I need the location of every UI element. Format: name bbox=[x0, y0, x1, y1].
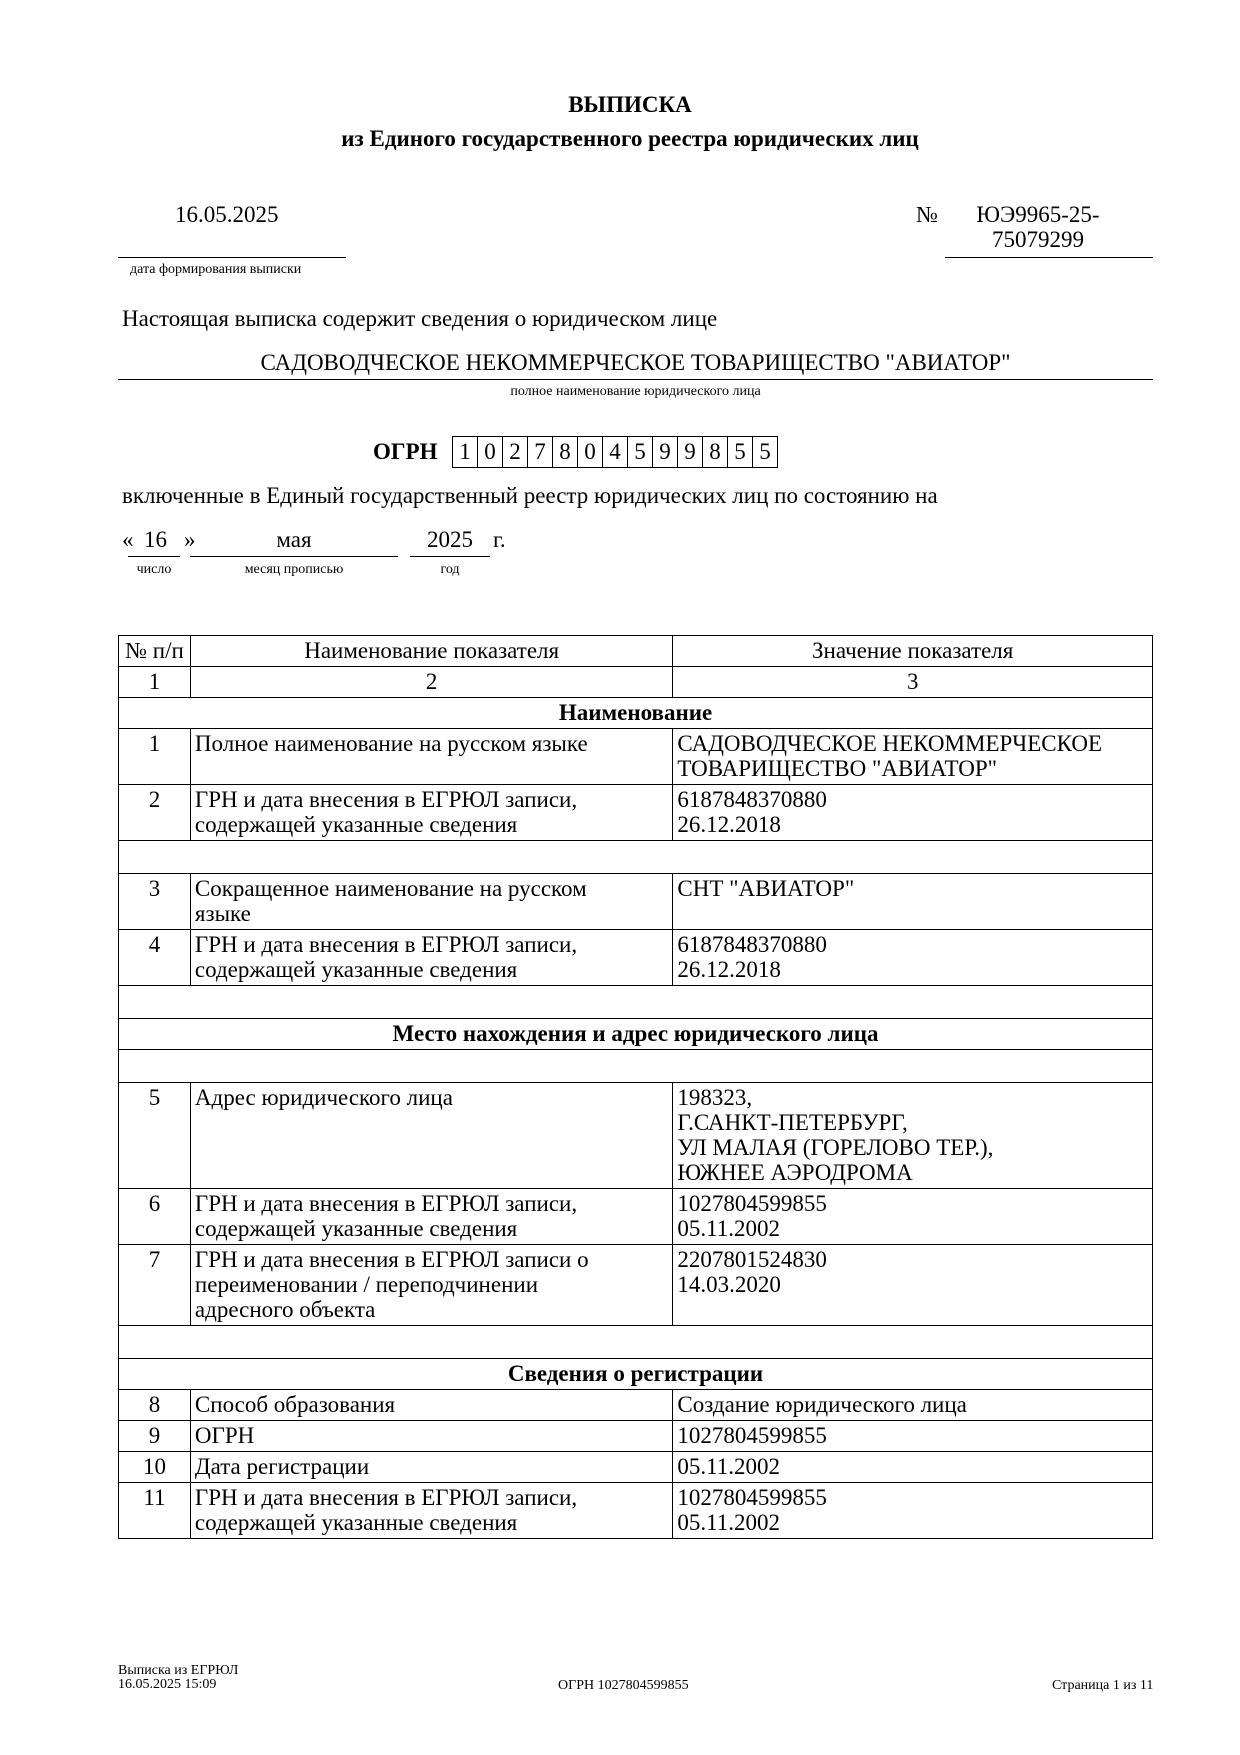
row-number: 9 bbox=[119, 1421, 191, 1452]
column-number: 2 bbox=[190, 667, 672, 698]
row-value: 6187848370880 26.12.2018 bbox=[673, 785, 1153, 841]
row-name: ОГРН bbox=[190, 1421, 672, 1452]
ogrn-digit-boxes bbox=[452, 436, 778, 468]
footer-page-number: Страница 1 из 11 bbox=[1052, 1678, 1154, 1693]
column-number: 3 bbox=[673, 667, 1153, 698]
table-row bbox=[119, 1483, 1153, 1539]
table-row bbox=[119, 1390, 1153, 1421]
ogrn-digit: 5 bbox=[727, 437, 752, 467]
spacer-cell bbox=[119, 986, 1153, 1019]
table-row bbox=[119, 874, 1153, 930]
section-title: Место нахождения и адрес юридического лица bbox=[119, 1019, 1153, 1050]
footer-timestamp: 16.05.2025 15:09 bbox=[118, 1677, 217, 1692]
row-name: ГРН и дата внесения в ЕГРЮЛ записи, содержащей указанные сведения bbox=[190, 930, 672, 986]
row-name: ГРН и дата внесения в ЕГРЮЛ записи, содержащей указанные сведения bbox=[190, 1483, 672, 1539]
ogrn-digit: 7 bbox=[527, 437, 552, 467]
date-caption: дата формирования выписки bbox=[130, 262, 302, 277]
section-title: Наименование bbox=[119, 698, 1153, 729]
included-text: включенные в Единый государственный реестр юридических лиц по состоянию на bbox=[122, 483, 938, 508]
header-cell: Значение показателя bbox=[673, 636, 1153, 667]
year-caption: год bbox=[440, 562, 460, 577]
row-value: 1027804599855 05.11.2002 bbox=[673, 1189, 1153, 1245]
entity-underline bbox=[118, 379, 1153, 380]
as-of-day: 16 bbox=[144, 527, 167, 552]
row-value: 6187848370880 26.12.2018 bbox=[673, 930, 1153, 986]
row-number: 5 bbox=[119, 1083, 191, 1189]
ogrn-digit: 5 bbox=[752, 437, 777, 467]
column-number: 1 bbox=[119, 667, 191, 698]
row-number: 11 bbox=[119, 1483, 191, 1539]
month-caption: месяц прописью bbox=[244, 562, 344, 577]
row-name: Дата регистрации bbox=[190, 1452, 672, 1483]
ogrn-digit: 8 bbox=[552, 437, 577, 467]
row-name: Сокращенное наименование на русском языке bbox=[190, 874, 672, 930]
row-name: ГРН и дата внесения в ЕГРЮЛ записи, содержащей указанные сведения bbox=[190, 1189, 672, 1245]
row-value: Создание юридического лица bbox=[673, 1390, 1153, 1421]
ogrn-digit: 0 bbox=[577, 437, 602, 467]
table-row bbox=[119, 1245, 1153, 1326]
ogrn-digit: 4 bbox=[602, 437, 627, 467]
intro-text: Настоящая выписка содержит сведения о юридическом лице bbox=[122, 306, 718, 331]
row-value: 198323, Г.САНКТ-ПЕТЕРБУРГ, УЛ МАЛАЯ (ГОРЕЛОВО ТЕР.), ЮЖНЕЕ АЭРОДРОМА bbox=[673, 1083, 1153, 1189]
table-row bbox=[119, 1083, 1153, 1189]
row-name: Полное наименование на русском языке bbox=[190, 729, 672, 785]
as-of-month: мая bbox=[276, 527, 312, 552]
row-value: 1027804599855 bbox=[673, 1421, 1153, 1452]
row-value: САДОВОДЧЕСКОЕ НЕКОММЕРЧЕСКОЕ ТОВАРИЩЕСТВО "АВИАТОР" bbox=[673, 729, 1153, 785]
spacer-cell bbox=[119, 1326, 1153, 1359]
row-number: 2 bbox=[119, 785, 191, 841]
year-suffix: г. bbox=[493, 527, 506, 552]
spacer-row bbox=[119, 1326, 1153, 1359]
entity-full-name: САДОВОДЧЕСКОЕ НЕКОММЕРЧЕСКОЕ ТОВАРИЩЕСТВО "АВИАТОР" bbox=[260, 350, 1011, 375]
number-underline bbox=[945, 257, 1153, 258]
month-underline bbox=[190, 556, 398, 557]
section-header bbox=[119, 1359, 1153, 1390]
ogrn-digit: 5 bbox=[627, 437, 652, 467]
table-row bbox=[119, 1452, 1153, 1483]
column-number-row bbox=[119, 667, 1153, 698]
spacer-row bbox=[119, 986, 1153, 1019]
open-quote: « bbox=[122, 527, 134, 552]
ogrn-digit: 8 bbox=[702, 437, 727, 467]
row-name: ГРН и дата внесения в ЕГРЮЛ записи, содержащей указанные сведения bbox=[190, 785, 672, 841]
table-row bbox=[119, 1421, 1153, 1452]
day-underline bbox=[128, 556, 180, 557]
table-row bbox=[119, 930, 1153, 986]
ogrn-digit: 2 bbox=[502, 437, 527, 467]
date-underline bbox=[118, 257, 346, 258]
ogrn-digit: 9 bbox=[677, 437, 702, 467]
row-number: 6 bbox=[119, 1189, 191, 1245]
spacer-row bbox=[119, 1050, 1153, 1083]
year-underline bbox=[410, 556, 490, 557]
extract-date: 16.05.2025 bbox=[175, 202, 279, 227]
ogrn-digit: 1 bbox=[459, 439, 471, 464]
row-value: 2207801524830 14.03.2020 bbox=[673, 1245, 1153, 1326]
extract-number: ЮЭ9965-25- 75079299 bbox=[976, 202, 1100, 252]
row-number: 1 bbox=[119, 729, 191, 785]
row-number: 3 bbox=[119, 874, 191, 930]
document-subtitle: из Единого государственного реестра юридических лиц bbox=[341, 126, 919, 151]
row-value: 1027804599855 05.11.2002 bbox=[673, 1483, 1153, 1539]
row-number: 4 bbox=[119, 930, 191, 986]
row-number: 7 bbox=[119, 1245, 191, 1326]
table-row bbox=[119, 1189, 1153, 1245]
footer-doc-info bbox=[118, 1664, 238, 1692]
close-quote: » bbox=[184, 527, 196, 552]
spacer-cell bbox=[119, 1050, 1153, 1083]
as-of-year: 2025 bbox=[427, 527, 473, 552]
day-caption: число bbox=[136, 562, 172, 577]
table-row bbox=[119, 785, 1153, 841]
row-name: Адрес юридического лица bbox=[190, 1083, 672, 1189]
section-header bbox=[119, 698, 1153, 729]
section-header bbox=[119, 1019, 1153, 1050]
row-number: 8 bbox=[119, 1390, 191, 1421]
number-sign: № bbox=[916, 202, 938, 227]
table-row bbox=[119, 729, 1153, 785]
row-name: ГРН и дата внесения в ЕГРЮЛ записи о переименовании / переподчинении адресного объекта bbox=[190, 1245, 672, 1326]
row-value: СНТ "АВИАТОР" bbox=[673, 874, 1153, 930]
ogrn-label: ОГРН bbox=[373, 439, 438, 464]
footer-doc-title: Выписка из ЕГРЮЛ bbox=[118, 1663, 239, 1678]
entity-caption: полное наименование юридического лица bbox=[510, 384, 761, 399]
header-cell: Наименование показателя bbox=[190, 636, 672, 667]
table-header-row bbox=[119, 636, 1153, 667]
section-title: Сведения о регистрации bbox=[119, 1359, 1153, 1390]
header-cell: № п/п bbox=[119, 636, 191, 667]
document-title: ВЫПИСКА bbox=[568, 92, 692, 117]
spacer-cell bbox=[119, 841, 1153, 874]
row-value: 05.11.2002 bbox=[673, 1452, 1153, 1483]
ogrn-digit: 0 bbox=[477, 437, 502, 467]
row-name: Способ образования bbox=[190, 1390, 672, 1421]
ogrn-digit: 9 bbox=[652, 437, 677, 467]
spacer-row bbox=[119, 841, 1153, 874]
register-table bbox=[118, 635, 1153, 1539]
footer-ogrn: ОГРН 1027804599855 bbox=[558, 1678, 689, 1693]
row-number: 10 bbox=[119, 1452, 191, 1483]
